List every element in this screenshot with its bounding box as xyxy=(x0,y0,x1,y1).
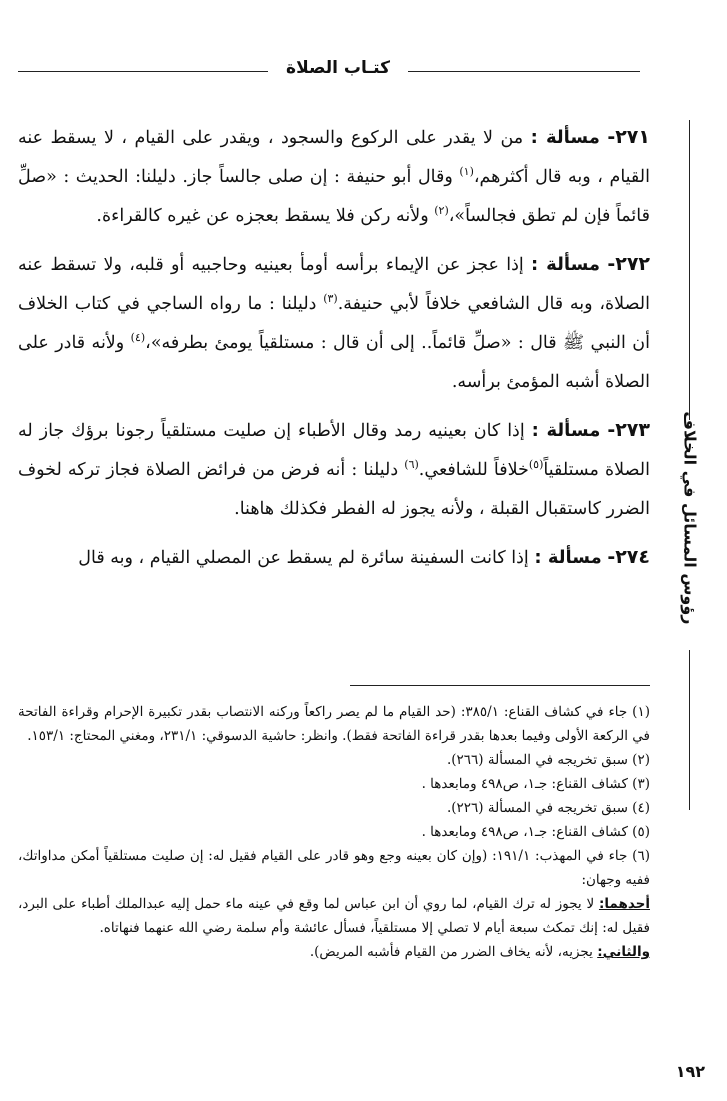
issue-text: ولأنه ركن فلا يسقط بعجزه عن غيره كالقراءة. xyxy=(96,206,429,226)
page-number: ١٩٢ xyxy=(675,1062,705,1081)
footnote-subitem-text: لا يجوز له ترك القيام، لما روي أن ابن عباس لما وقع في عينه ماء حمل إليه عبدالملك أطباء على البرد، فقيل له: إنك تمكث سبعة أيام لا تصلي إلا مستلقياً، فسأل عائشة وأم سلمة رضي الله عنهما فنهاتاه. xyxy=(18,896,650,936)
running-header xyxy=(0,58,727,82)
footnote: (١) جاء في كشاف القناع: ٣٨٥/١: (حد القيام ما لم يصر راكعاً وركنه الانتصاب بقدر تكبيرة الإحرام وقراءة الفاتحة في الركعة الأولى وفيما بعدها بقدر قراءة الفاتحة فقط). وانظر: حاشية الدسوقي: ٢٣١/١، ومغني المحتاج: ١٥٣/١. xyxy=(18,704,650,744)
issue-number: ٢٧٢- xyxy=(607,253,651,275)
issue-text: من لا يقدر على الركوع والسجود ، ويقدر على القيام ، لا يسقط عنه القيام ، وبه قال أكثرهم، xyxy=(18,128,650,187)
issue-text: ولأنه قادر على الصلاة أشبه المؤمئ برأسه. xyxy=(18,333,650,392)
issue-paragraph xyxy=(18,245,650,402)
footnote: (٦) جاء في المهذب: ١٩١/١: (وإن كان بعينه وجع وهو قادر على القيام فقيل له: إن صليت مستلقياً أمكن مداواتك، ففيه وجهان: xyxy=(18,848,650,888)
footnotes xyxy=(18,700,650,964)
issue-number: ٢٧٤- xyxy=(607,546,650,568)
footnote-ref: (٢) xyxy=(434,204,449,218)
book-title-vertical: رؤوس المسائل في الخلاف xyxy=(680,411,700,625)
footnote-subitem-label: أحدهما: xyxy=(598,896,650,912)
issue-text: دليلنا : أنه فرض من فرائض الصلاة فجاز تركه لخوف الضرر كاستقبال القبلة ، ولأنه يجوز له الفطر فكذلك هاهنا. xyxy=(18,460,650,519)
footnote-separator xyxy=(350,685,650,686)
issue-paragraph xyxy=(18,118,650,236)
footnote-subitem xyxy=(18,892,650,940)
footnote: (٣) كشاف القناع: جـ١، ص٤٩٨ ومابعدها . xyxy=(421,776,650,792)
issue-text: إذا كانت السفينة سائرة لم يسقط عن المصلي القيام ، وبه قال xyxy=(78,548,529,568)
footnote-subitem-label: والثاني: xyxy=(597,944,650,960)
issue-text: دليلنا : ما رواه الساجي في كتاب الخلاف أن النبي ﷺ قال : «صلِّ قائماً.. إلى أن قال : مستلقياً يومئ بطرفه»، xyxy=(18,294,650,353)
chapter-title: كتـاب الصلاة xyxy=(286,58,390,78)
issue-number: ٢٧٣- xyxy=(607,419,650,441)
issue-keyword: مسألة : xyxy=(534,547,602,568)
issue-text: وقال أبو حنيفة : إن صلى جالساً جاز. دليلنا: الحديث : «صلِّ قائماً فإن لم تطق فجالساً»، xyxy=(18,167,650,226)
footnote-ref: (٦) xyxy=(404,458,419,472)
header-rule-right xyxy=(408,71,640,72)
issue-keyword: مسألة : xyxy=(530,127,600,148)
issue-paragraph xyxy=(18,411,650,529)
footnote: (٢) سبق تخريجه في المسألة (٢٦٦). xyxy=(446,752,650,768)
footnote-ref: (٣) xyxy=(323,292,338,306)
side-rule-top xyxy=(689,120,690,420)
issue-keyword: مسألة : xyxy=(531,420,601,441)
issue-text: خلافاً للشافعي. xyxy=(418,460,529,480)
issue-text: إذا عجز عن الإيماء برأسه أومأ بعينيه وحاجبيه أو قلبه، ولا تسقط عنه الصلاة، وبه قال الشافعي خلافاً لأبي حنيفة. xyxy=(18,255,650,314)
footnote-ref: (٥) xyxy=(528,458,544,472)
main-text xyxy=(18,118,650,587)
issue-paragraph xyxy=(18,538,650,578)
issue-keyword: مسألة : xyxy=(531,254,601,275)
footnote-ref: (٤) xyxy=(130,331,146,345)
footnote-ref: (١) xyxy=(459,165,474,179)
footnote: (٥) كشاف القناع: جـ١، ص٤٩٨ ومابعدها . xyxy=(421,824,650,840)
header-rule-left xyxy=(18,71,268,72)
footnote-subitem-text: يجزيه، لأنه يخاف الضرر من القيام فأشبه المريض). xyxy=(309,944,593,960)
footnote: (٤) سبق تخريجه في المسألة (٢٢٦). xyxy=(446,800,650,816)
side-rule-bottom xyxy=(689,650,690,810)
issue-number: ٢٧١- xyxy=(607,126,650,148)
footnote-subitem xyxy=(18,940,650,964)
side-running-title xyxy=(670,120,710,680)
issue-text: إذا كان بعينيه رمد وقال الأطباء إن صليت مستلقياً رجونا برؤك جاز له الصلاة مستلقياً xyxy=(18,421,650,480)
